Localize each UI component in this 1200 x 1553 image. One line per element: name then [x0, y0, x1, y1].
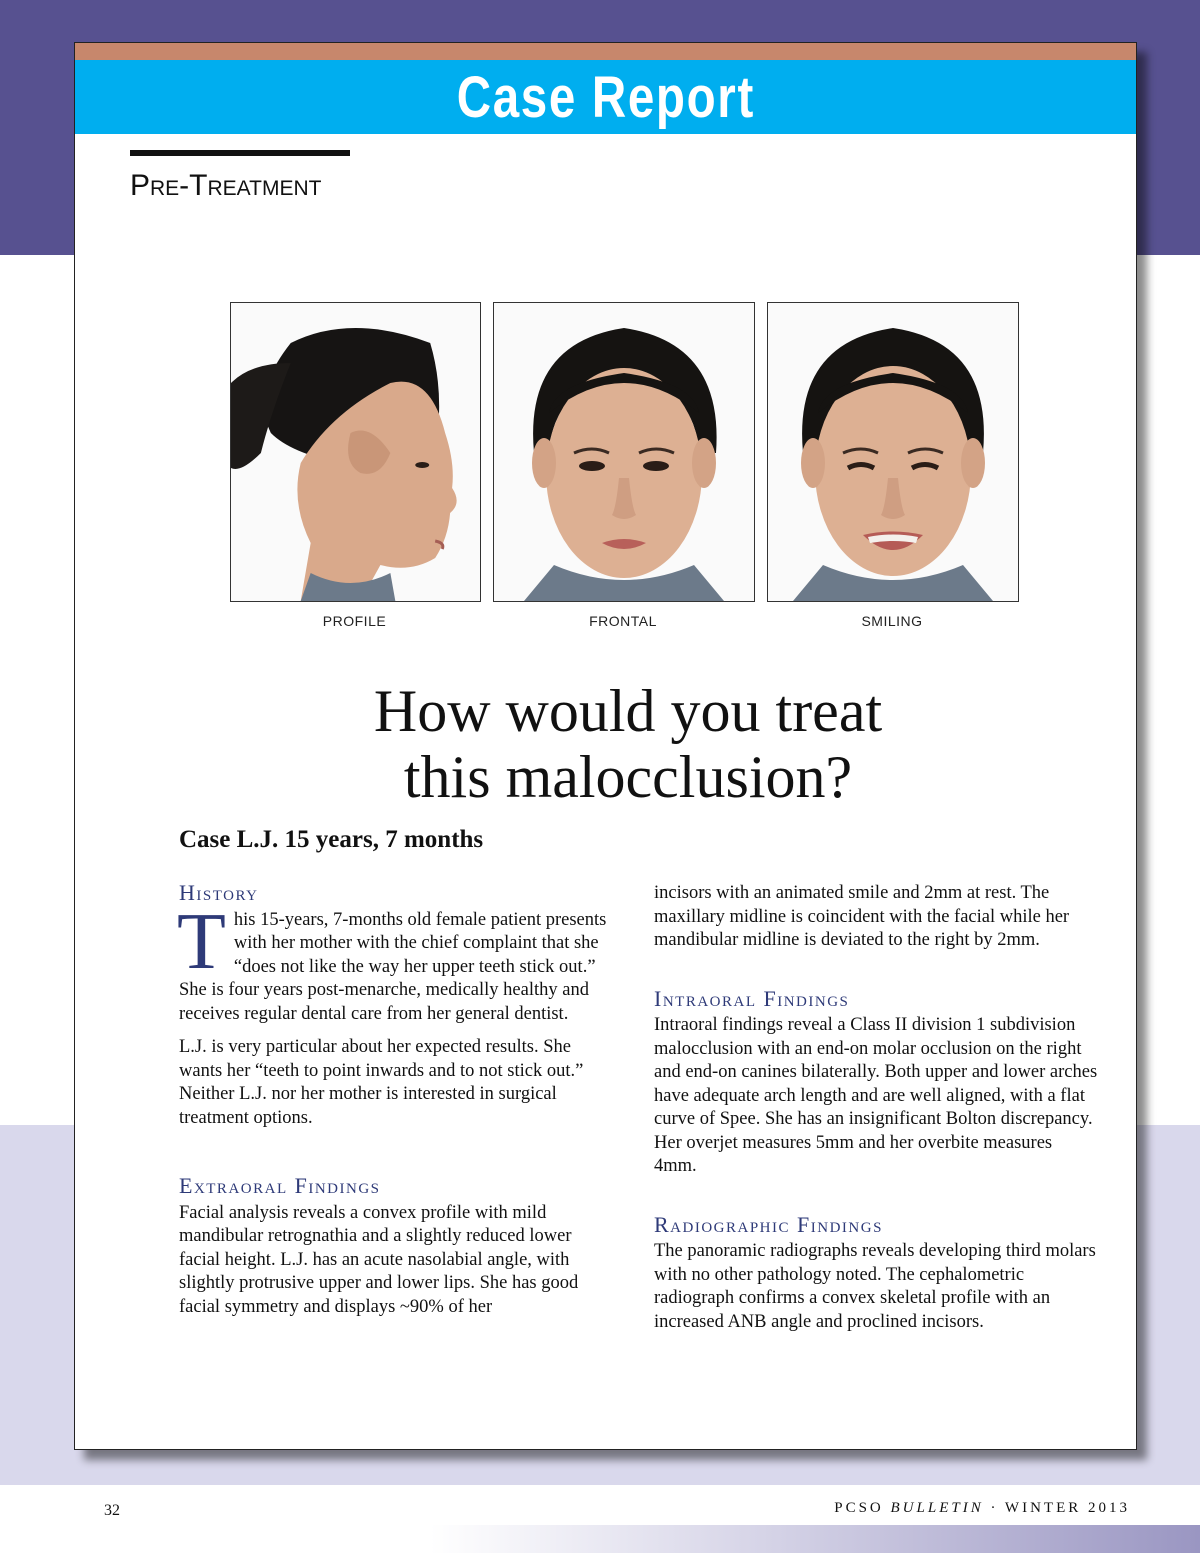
history-heading: History [179, 880, 259, 905]
left-column [179, 881, 611, 1329]
page-card [74, 42, 1137, 1450]
extraoral-heading: Extraoral Findings [179, 1173, 381, 1198]
radiographic-paragraph: The panoramic radiographs reveals developing third molars with no other pathology noted. The cephalometric radiograph confirms a convex skeletal profile with an increased ANB angle and proclined incisors. [654, 1241, 1096, 1332]
header-title: Case Report [456, 64, 755, 130]
extraoral-paragraph-2: incisors with an animated smile and 2mm at rest. The maxillary midline is coincident with the facial while her mandibular midline is deviated to the right by 2mm. [654, 883, 1070, 950]
history-paragraph-1 [177, 897, 611, 1027]
question-line-2: this malocclusion? [403, 744, 853, 810]
publication-prefix: PCSO [834, 1500, 891, 1516]
header-accent-stripe [75, 43, 1136, 60]
publication-line [834, 1500, 1130, 1517]
smiling-caption: SMILING [861, 613, 923, 629]
header-bar [75, 60, 1136, 134]
question-line-1: How would you treat [373, 678, 883, 744]
section-rule [130, 150, 350, 156]
smiling-photo [767, 302, 1019, 602]
publication-name: BULLETIN [890, 1500, 984, 1516]
publication-issue: · WINTER 2013 [983, 1500, 1130, 1516]
profile-caption: PROFILE [322, 613, 387, 629]
frontal-caption: FRONTAL [589, 613, 657, 629]
question-headline [75, 678, 1181, 810]
history-paragraph-1-text: his 15-years, 7-months old female patient presents with her mother with the chief complaint that she “does not like the way her upper teeth stick out.” She is four years post-menarche, medically healthy and receives regular dental care from her general dentist. [179, 909, 607, 1024]
intraoral-heading: Intraoral Findings [654, 985, 850, 1011]
profile-photo [230, 302, 481, 602]
footer-gradient-strip [430, 1525, 1200, 1553]
history-paragraph-2: L.J. is very particular about her expected results. She wants her “teeth to point inwards and to not stick out.” Neither L.J. nor her mother is interested in surgical treatment options. [179, 1037, 584, 1128]
extraoral-paragraph-1: Facial analysis reveals a convex profile with mild mandibular retrognathia and a slightly reduced lower facial height. L.J. has an acute nasolabial angle, with slightly protrusive upper and lower lips. She has good facial symmetry and displays ~90% of her [179, 1202, 579, 1317]
frontal-photo [493, 302, 755, 602]
history-dropcap: T [177, 897, 226, 986]
right-column [654, 882, 1099, 1344]
radiographic-heading: Radiographic Findings [654, 1211, 883, 1237]
intraoral-paragraph: Intraoral findings reveal a Class II division 1 subdivision malocclusion with an end-on molar occlusion on the right and end-on canines bilaterally. Both upper and lower arches have adequate arch length and are well aligned, with a flat curve of Spee. She has an insignificant Bolton discrepancy. Her overjet measures 5mm and her overbite measures 4mm. [654, 1015, 1098, 1176]
case-title: Case L.J. 15 years, 7 months [179, 826, 484, 853]
page-number: 32 [104, 1502, 120, 1519]
background-band-bottom [0, 1485, 1200, 1553]
section-title: Pre-Treatment [130, 169, 322, 202]
